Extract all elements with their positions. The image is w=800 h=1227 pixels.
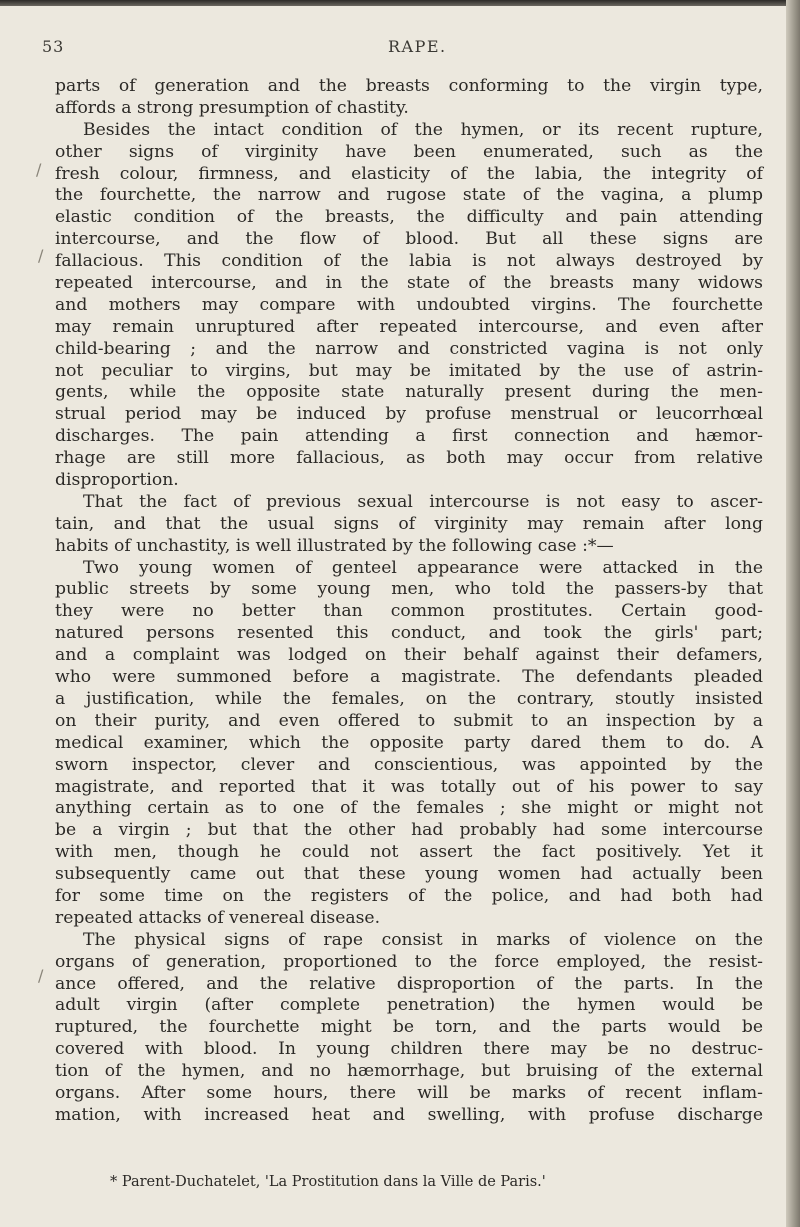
text-line: intercourse, and the flow of blood. But all these signs are [55, 229, 763, 250]
text-line: Two young women of genteel appearance were attacked in the [83, 557, 763, 578]
text-line: disproportion. [55, 470, 179, 491]
text-line: organs of generation, proportioned to the force employed, the resist- [55, 951, 763, 972]
text-line: fresh colour, firmness, and elasticity of the labia, the integrity of [55, 163, 763, 184]
text-line: subsequently came out that these young women had actually been [55, 864, 763, 885]
text-line: ance offered, and the relative disproportion of the parts. In the [55, 973, 763, 994]
text-line: discharges. The pain attending a first connection and hæmor- [55, 426, 763, 447]
body-text [55, 76, 763, 1127]
text-line: tain, and that the usual signs of virginity may remain after long [55, 513, 763, 534]
text-line: Besides the intact condition of the hymen, or its recent rupture, [83, 119, 763, 140]
text-line: and a complaint was lodged on their behalf against their defamers, [55, 645, 763, 666]
text-line: medical examiner, which the opposite party dared them to do. A [55, 732, 763, 753]
text-line: tion of the hymen, and no hæmorrhage, but bruising of the external [55, 1061, 763, 1082]
text-line: public streets by some young men, who told the passers-by that [55, 579, 763, 600]
page-binding-edge [786, 0, 800, 1227]
running-title: RAPE. [388, 37, 447, 56]
text-line: strual period may be induced by profuse menstrual or leucorrhœal [55, 404, 763, 425]
text-line: a justification, while the females, on the contrary, stoutly insisted [55, 688, 763, 709]
margin-pencil-mark: / [38, 246, 44, 265]
text-line: they were no better than common prostitutes. Certain good- [55, 601, 763, 622]
text-line: adult virgin (after complete penetration) the hymen would be [55, 995, 763, 1016]
text-line: child-bearing ; and the narrow and constricted vagina is not only [55, 338, 763, 359]
text-line: That the fact of previous sexual intercourse is not easy to ascer- [83, 491, 763, 512]
text-line: natured persons resented this conduct, and took the girls' part; [55, 623, 763, 644]
text-line: not peculiar to virgins, but may be imitated by the use of astrin- [55, 360, 763, 381]
text-line: covered with blood. In young children there may be no destruc- [55, 1039, 763, 1060]
margin-pencil-mark: / [36, 160, 42, 179]
text-line: be a virgin ; but that the other had probably had some intercourse [55, 820, 763, 841]
text-line: may remain unruptured after repeated intercourse, and even after [55, 316, 763, 337]
text-line: with men, though he could not assert the fact positively. Yet it [55, 842, 763, 863]
text-line: habits of unchastity, is well illustrated by the following case :*— [55, 535, 614, 556]
text-line: on their purity, and even offered to submit to an inspection by a [55, 710, 763, 731]
text-line: ruptured, the fourchette might be torn, and the parts would be [55, 1017, 763, 1038]
text-line: mation, with increased heat and swelling, with profuse discharge [55, 1104, 763, 1125]
footnote: * Parent-Duchatelet, 'La Prostitution dans la Ville de Paris.' [110, 1174, 546, 1190]
text-line: fallacious. This condition of the labia is not always destroyed by [55, 251, 763, 272]
text-line: affords a strong presumption of chastity. [55, 97, 409, 118]
text-line: the fourchette, the narrow and rugose state of the vagina, a plump [55, 185, 763, 206]
margin-pencil-mark: / [38, 966, 44, 985]
text-line: for some time on the registers of the police, and had both had [55, 885, 763, 906]
text-line: gents, while the opposite state naturally present during the men- [55, 382, 763, 403]
text-line: magistrate, and reported that it was totally out of his power to say [55, 776, 763, 797]
text-line: rhage are still more fallacious, as both may occur from relative [55, 448, 763, 469]
text-line: repeated attacks of venereal disease. [55, 907, 381, 928]
text-line: anything certain as to one of the females ; she might or might not [55, 798, 763, 819]
page-top-edge [0, 0, 800, 6]
text-line: organs. After some hours, there will be marks of recent inflam- [55, 1082, 763, 1103]
text-line: The physical signs of rape consist in marks of violence on the [83, 929, 763, 950]
text-line: repeated intercourse, and in the state of the breasts many widows [55, 273, 763, 294]
text-line: parts of generation and the breasts conforming to the virgin type, [55, 76, 763, 96]
text-line: other signs of virginity have been enumerated, such as the [55, 141, 763, 162]
text-line: elastic condition of the breasts, the difficulty and pain attending [55, 207, 763, 228]
text-line: sworn inspector, clever and conscientious, was appointed by the [55, 754, 763, 775]
text-line: who were summoned before a magistrate. The defendants pleaded [55, 667, 763, 688]
page-number: 53 [42, 37, 65, 56]
text-line: and mothers may compare with undoubted virgins. The fourchette [55, 294, 763, 315]
